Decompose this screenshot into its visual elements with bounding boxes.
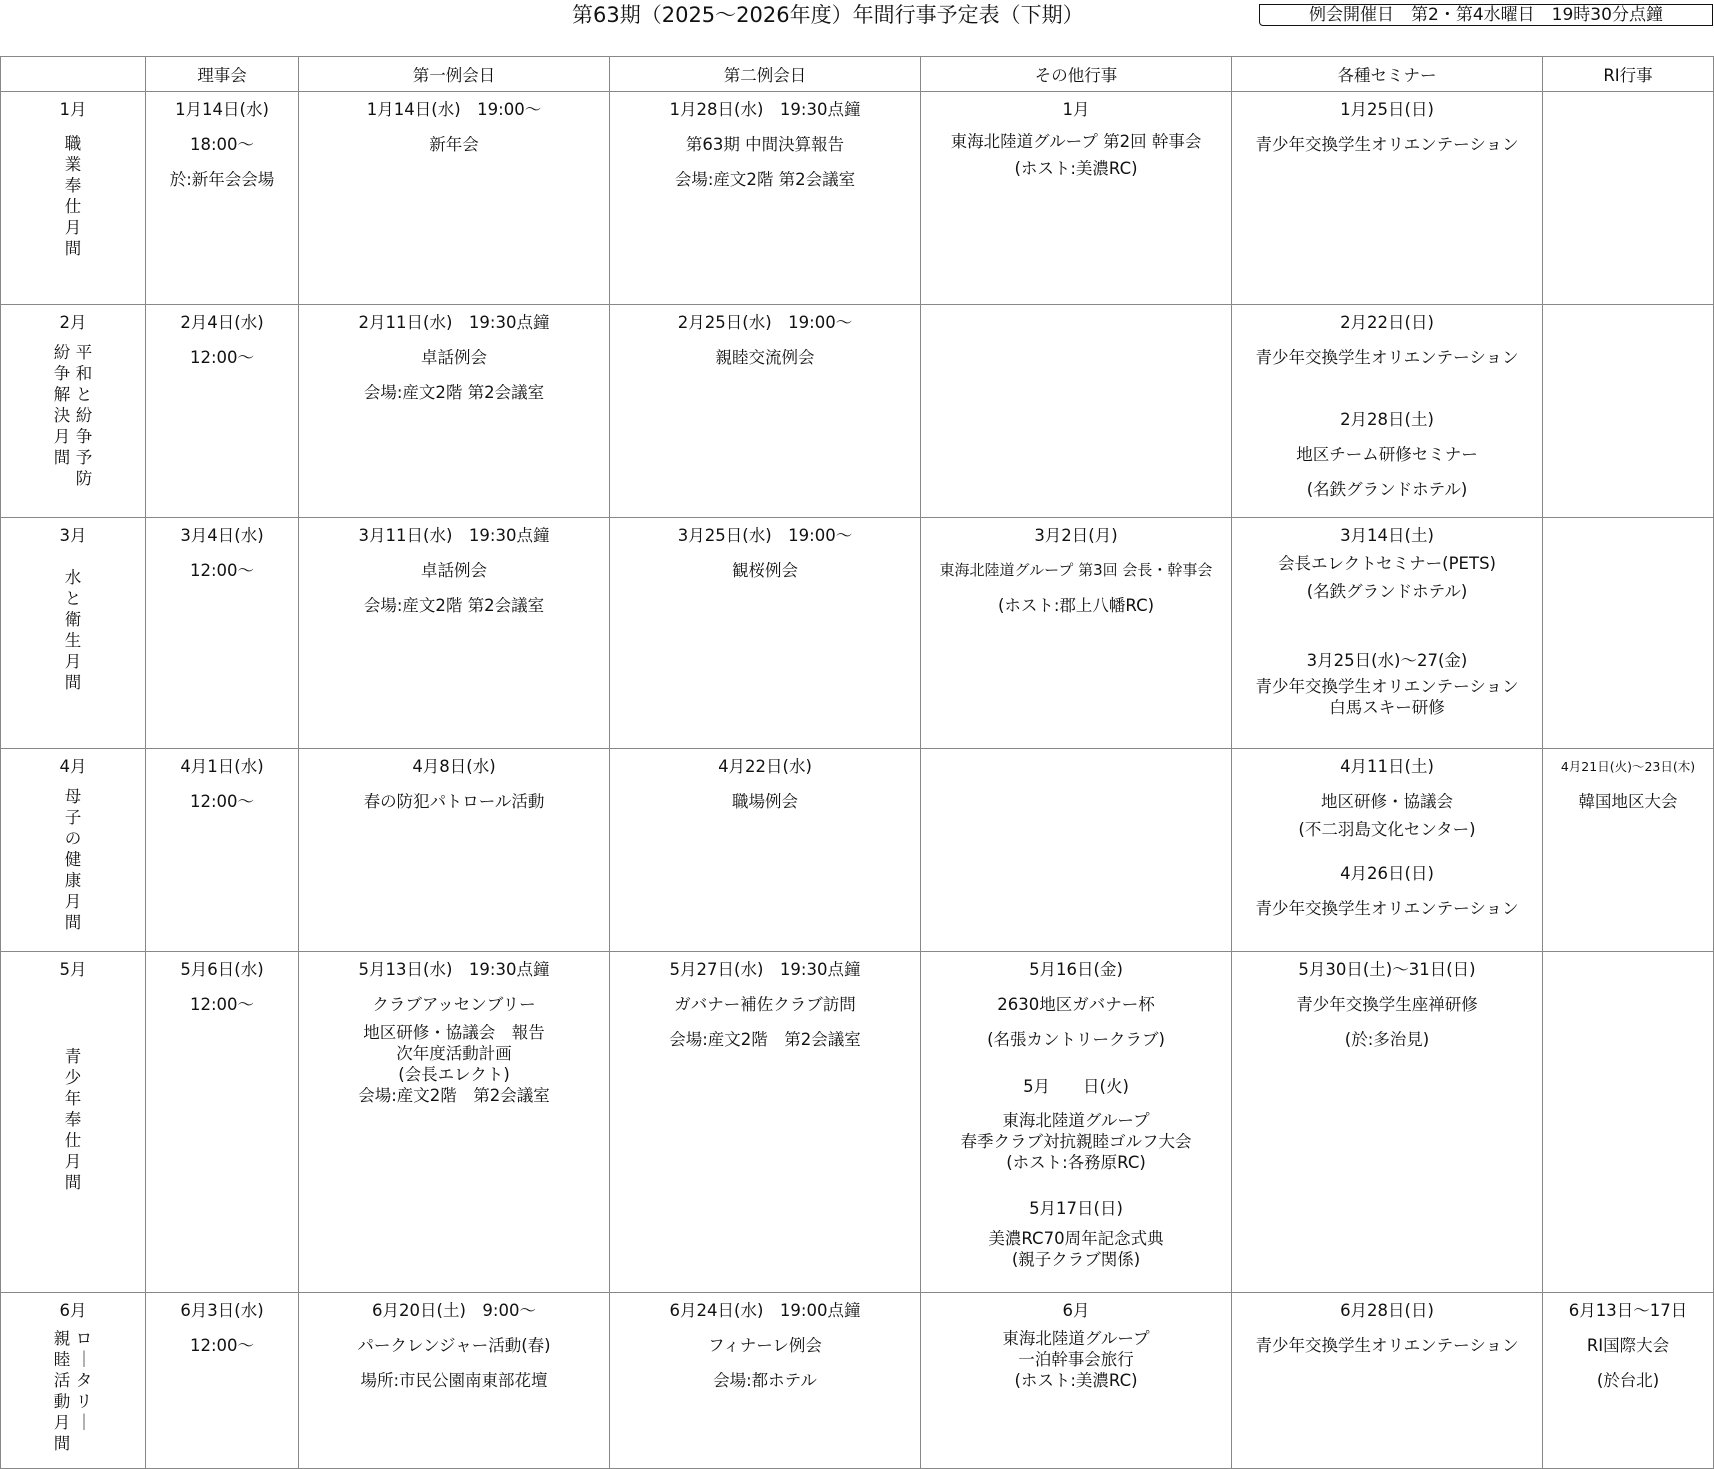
month-theme <box>51 342 95 489</box>
theme-char: 争 <box>53 364 71 383</box>
cell-line: 地区研修・協議会 <box>1321 792 1453 811</box>
ri-events-cell <box>1543 749 1714 952</box>
theme-char: 活 <box>53 1371 71 1390</box>
theme-char: リ <box>75 1392 93 1411</box>
theme-char: 業 <box>64 155 82 174</box>
cell-line: 一泊幹事会旅行 <box>1018 1350 1134 1369</box>
cell-line: 5月 日(火) <box>1023 1077 1129 1096</box>
cell-line: 6月28日(日) <box>1340 1301 1434 1320</box>
theme-char: の <box>64 829 82 848</box>
cell-line: (親子クラブ関係) <box>1011 1250 1141 1269</box>
month-cell <box>1 305 146 518</box>
board-cell <box>146 92 299 305</box>
cell-line: (名鉄グランドホテル) <box>1306 582 1468 601</box>
ri-events-cell <box>1543 305 1714 518</box>
seminar-cell <box>1232 749 1543 952</box>
spacer <box>1232 602 1542 650</box>
cell-line: 青少年交換学生オリエンテーション <box>1255 1336 1519 1355</box>
month-label: 1月 <box>59 100 87 119</box>
board-cell <box>146 305 299 518</box>
theme-char: 月 <box>64 892 82 911</box>
header-seminars: 各種セミナー <box>1232 57 1543 92</box>
month-theme <box>62 567 84 693</box>
other-events-cell <box>921 305 1232 518</box>
cell-line: (於:多治見) <box>1344 1030 1430 1049</box>
board-cell <box>146 952 299 1293</box>
cell-line: ガバナー補佐クラブ訪問 <box>674 995 856 1014</box>
cell-line: 青少年交換学生座禅研修 <box>1296 995 1478 1014</box>
cell-line: 3月25日(水) 19:00～ <box>677 526 853 545</box>
cell-line: 新年会 <box>429 135 479 154</box>
cell-line: 会場:産文2階 第2会議室 <box>363 596 545 615</box>
theme-char: 間 <box>64 673 82 692</box>
theme-char: 動 <box>53 1392 71 1411</box>
cell-line: 会長エレクトセミナー(PETS) <box>1278 554 1496 573</box>
theme-char: 健 <box>64 850 82 869</box>
cell-line: 4月8日(水) <box>412 757 496 776</box>
theme-char: 解 <box>53 385 71 404</box>
month-cell <box>1 952 146 1293</box>
theme-column <box>63 786 83 933</box>
theme-char: 奉 <box>64 1110 82 1129</box>
theme-char: 和 <box>75 364 93 383</box>
theme-char: 紛 <box>53 343 71 362</box>
month-cell <box>1 749 146 952</box>
cell-line: 地区チーム研修セミナー <box>1296 445 1478 464</box>
board-cell <box>146 749 299 952</box>
cell-line: 1月28日(水) 19:30点鐘 <box>669 100 861 119</box>
month-label: 5月 <box>59 960 87 979</box>
first-meeting-cell <box>299 952 610 1293</box>
theme-column <box>63 1046 83 1193</box>
cell-line: 18:00～ <box>189 135 255 154</box>
cell-line: 卓話例会 <box>421 561 487 580</box>
cell-line: (ホスト:美濃RC) <box>1014 159 1138 178</box>
theme-char: ｜ <box>75 1350 93 1369</box>
cell-line: 職場例会 <box>732 792 798 811</box>
cell-line: 第63期 中間決算報告 <box>685 135 845 154</box>
theme-char: 月 <box>53 427 71 446</box>
cell-line: 会場:産文2階 第2会議室 <box>674 170 856 189</box>
theme-column <box>63 567 83 693</box>
header-month <box>1 57 146 92</box>
month-theme <box>51 1328 95 1454</box>
theme-column <box>52 1328 72 1454</box>
cell-line: 2月22日(日) <box>1340 313 1434 332</box>
cell-line: 2月25日(水) 19:00～ <box>677 313 853 332</box>
cell-line: 次年度活動計画 <box>396 1044 512 1063</box>
cell-line: 12:00～ <box>189 1336 255 1355</box>
second-meeting-cell <box>610 518 921 749</box>
first-meeting-cell <box>299 518 610 749</box>
theme-char: 親 <box>53 1329 71 1348</box>
ri-events-cell <box>1543 1293 1714 1469</box>
cell-line: 2630地区ガバナー杯 <box>997 995 1155 1014</box>
cell-line: (ホスト:郡上八幡RC) <box>997 596 1155 615</box>
header-board: 理事会 <box>146 57 299 92</box>
first-meeting-cell <box>299 1293 610 1469</box>
cell-line: 会場:産文2階 第2会議室 <box>363 383 545 402</box>
theme-char: 青 <box>64 1047 82 1066</box>
cell-line: 1月25日(日) <box>1340 100 1434 119</box>
cell-line: 於:新年会会場 <box>169 170 275 189</box>
other-events-cell <box>921 1293 1232 1469</box>
first-meeting-cell <box>299 92 610 305</box>
table-row <box>1 952 1714 1293</box>
cell-line: 青少年交換学生オリエンテーション <box>1255 899 1519 918</box>
header-row <box>1 57 1714 92</box>
cell-line: 5月30日(土)～31日(日) <box>1298 960 1476 979</box>
second-meeting-cell <box>610 305 921 518</box>
theme-char: 仕 <box>64 197 82 216</box>
cell-line: 6月13日～17日 <box>1568 1301 1688 1320</box>
cell-line: 5月27日(水) 19:30点鐘 <box>669 960 861 979</box>
cell-line: 春季クラブ対抗親睦ゴルフ大会 <box>960 1132 1192 1151</box>
cell-line: 4月1日(水) <box>180 757 264 776</box>
header-ri-events: RI行事 <box>1543 57 1714 92</box>
cell-line: 東海北陸道グループ <box>1002 1329 1150 1348</box>
month-cell <box>1 92 146 305</box>
cell-line: 春の防犯パトロール活動 <box>363 792 545 811</box>
other-events-cell <box>921 518 1232 749</box>
second-meeting-cell <box>610 749 921 952</box>
cell-line: RI国際大会 <box>1586 1336 1670 1355</box>
ri-events-cell <box>1543 952 1714 1293</box>
theme-column <box>52 342 72 468</box>
cell-line: 青少年交換学生オリエンテーション <box>1255 348 1519 367</box>
cell-line: 会場:産文2階 第2会議室 <box>358 1086 550 1105</box>
cell-line: 白馬スキー研修 <box>1329 698 1445 717</box>
theme-char: と <box>75 385 93 404</box>
theme-char: 争 <box>75 427 93 446</box>
cell-line: 2月11日(水) 19:30点鐘 <box>358 313 550 332</box>
cell-line: 5月13日(水) 19:30点鐘 <box>358 960 550 979</box>
seminar-cell <box>1232 518 1543 749</box>
seminar-cell <box>1232 952 1543 1293</box>
cell-line: 青少年交換学生オリエンテーション <box>1255 135 1519 154</box>
table-row <box>1 1293 1714 1469</box>
cell-line: 東海北陸道グループ 第2回 幹事会 <box>950 132 1202 151</box>
ri-events-cell <box>1543 92 1714 305</box>
cell-line: 12:00～ <box>189 792 255 811</box>
cell-line: 3月4日(水) <box>180 526 264 545</box>
cell-line: 場所:市民公園南東部花壇 <box>360 1371 548 1390</box>
month-cell <box>1 518 146 749</box>
theme-char: 睦 <box>53 1350 71 1369</box>
spacer <box>1232 375 1542 402</box>
board-cell <box>146 518 299 749</box>
table-row <box>1 518 1714 749</box>
first-meeting-cell <box>299 305 610 518</box>
theme-char: 月 <box>53 1413 71 1432</box>
meeting-schedule-note: 例会開催日 第2・第4水曜日 19時30分点鐘 <box>1259 4 1713 26</box>
cell-line: 東海北陸道グループ <box>1002 1111 1150 1130</box>
cell-line: 4月22日(水) <box>718 757 812 776</box>
cell-line: (不二羽島文化センター) <box>1298 820 1476 839</box>
header-second-meeting: 第二例会日 <box>610 57 921 92</box>
cell-line: 5月6日(水) <box>180 960 264 979</box>
cell-line: 1月14日(水) <box>175 100 269 119</box>
other-events-cell <box>921 749 1232 952</box>
theme-char: 母 <box>64 787 82 806</box>
cell-line: 6月3日(水) <box>180 1301 264 1320</box>
seminar-cell <box>1232 92 1543 305</box>
second-meeting-cell <box>610 1293 921 1469</box>
cell-line: 卓話例会 <box>421 348 487 367</box>
theme-char: 仕 <box>64 1131 82 1150</box>
cell-line: 2月4日(水) <box>180 313 264 332</box>
cell-line: (名張カントリークラブ) <box>987 1030 1165 1049</box>
cell-line: 東海北陸道グループ 第3回 会長・幹事会 <box>939 561 1213 579</box>
theme-char: 紛 <box>75 406 93 425</box>
month-label: 4月 <box>59 757 87 776</box>
theme-char: 決 <box>53 406 71 425</box>
table-row <box>1 305 1714 518</box>
other-events-cell <box>921 952 1232 1293</box>
theme-char: 間 <box>64 239 82 258</box>
theme-char: 子 <box>64 808 82 827</box>
cell-line: (名鉄グランドホテル) <box>1306 480 1468 499</box>
theme-char: 康 <box>64 871 82 890</box>
theme-char: 月 <box>64 1152 82 1171</box>
header-other-events: その他行事 <box>921 57 1232 92</box>
cell-line: パークレンジャー活動(春) <box>357 1336 551 1355</box>
cell-line: 6月20日(土) 9:00～ <box>372 1301 536 1320</box>
table-row <box>1 749 1714 952</box>
month-theme <box>62 786 84 933</box>
cell-line: 青少年交換学生オリエンテーション <box>1255 677 1519 696</box>
cell-line: 6月24日(水) 19:00点鐘 <box>669 1301 861 1320</box>
cell-line: 観桜例会 <box>732 561 798 580</box>
first-meeting-cell <box>299 749 610 952</box>
cell-line: 1月 <box>1062 100 1090 119</box>
theme-column <box>74 1328 94 1433</box>
cell-line: 12:00～ <box>189 348 255 367</box>
theme-column <box>74 342 94 489</box>
header-first-meeting: 第一例会日 <box>299 57 610 92</box>
cell-line: 美濃RC70周年記念式典 <box>988 1229 1164 1248</box>
board-cell <box>146 1293 299 1469</box>
cell-line: クラブアッセンブリー <box>372 995 536 1014</box>
cell-line: 会場:産文2階 第2会議室 <box>669 1030 861 1049</box>
ri-events-cell <box>1543 518 1714 749</box>
schedule-table <box>0 56 1714 1469</box>
theme-char: 月 <box>64 218 82 237</box>
month-theme <box>62 133 84 259</box>
page-title: 第63期（2025～2026年度）年間行事予定表（下期） <box>572 3 1084 27</box>
theme-char: ロ <box>75 1329 93 1348</box>
month-theme <box>62 1046 84 1193</box>
cell-line: 親睦交流例会 <box>715 348 815 367</box>
cell-line: 3月11日(水) 19:30点鐘 <box>358 526 550 545</box>
cell-line: (ホスト:美濃RC) <box>1014 1371 1138 1390</box>
cell-line: 12:00～ <box>189 561 255 580</box>
cell-line: 12:00～ <box>189 995 255 1014</box>
cell-line: 3月2日(月) <box>1034 526 1118 545</box>
theme-char: ｜ <box>75 1413 93 1432</box>
cell-line: 3月14日(土) <box>1340 526 1434 545</box>
cell-line: 地区研修・協議会 報告 <box>363 1023 545 1042</box>
month-cell <box>1 1293 146 1469</box>
cell-line: (会長エレクト) <box>398 1065 510 1084</box>
month-label: 3月 <box>59 526 87 545</box>
month-label: 2月 <box>59 313 87 332</box>
theme-char: 平 <box>75 343 93 362</box>
theme-char: 防 <box>75 469 93 488</box>
theme-char: 奉 <box>64 176 82 195</box>
theme-char: 間 <box>53 448 71 467</box>
theme-char: 間 <box>53 1434 71 1453</box>
theme-char: 間 <box>64 913 82 932</box>
theme-char: 間 <box>64 1173 82 1192</box>
month-label: 6月 <box>59 1301 87 1320</box>
other-events-cell <box>921 92 1232 305</box>
cell-line: 2月28日(土) <box>1340 410 1434 429</box>
cell-line: (ホスト:各務原RC) <box>1006 1153 1146 1172</box>
cell-line: 5月16日(金) <box>1029 960 1123 979</box>
theme-char: と <box>64 589 82 608</box>
table-row <box>1 92 1714 305</box>
cell-line: 3月25日(水)～27(金) <box>1306 651 1468 670</box>
theme-char: 少 <box>64 1068 82 1087</box>
theme-char: 水 <box>64 568 82 587</box>
seminar-cell <box>1232 305 1543 518</box>
cell-line: 会場:都ホテル <box>713 1371 817 1390</box>
cell-line: 6月 <box>1062 1301 1090 1320</box>
second-meeting-cell <box>610 952 921 1293</box>
theme-char: 衛 <box>64 610 82 629</box>
cell-line: 5月17日(日) <box>1029 1199 1123 1218</box>
theme-char: 月 <box>64 652 82 671</box>
theme-char: タ <box>75 1371 93 1390</box>
cell-line: フィナーレ例会 <box>708 1336 822 1355</box>
cell-line: 韓国地区大会 <box>1578 792 1678 811</box>
cell-line: 4月26日(日) <box>1340 864 1434 883</box>
cell-line: 4月11日(土) <box>1340 757 1434 776</box>
second-meeting-cell <box>610 92 921 305</box>
theme-char: 予 <box>75 448 93 467</box>
theme-column <box>63 133 83 259</box>
theme-char: 職 <box>64 134 82 153</box>
cell-line: 1月14日(水) 19:00～ <box>366 100 542 119</box>
seminar-cell <box>1232 1293 1543 1469</box>
theme-char: 年 <box>64 1089 82 1108</box>
cell-line: (於台北) <box>1596 1371 1660 1390</box>
cell-line: 4月21日(火)～23日(木) <box>1560 759 1696 774</box>
theme-char: 生 <box>64 631 82 650</box>
